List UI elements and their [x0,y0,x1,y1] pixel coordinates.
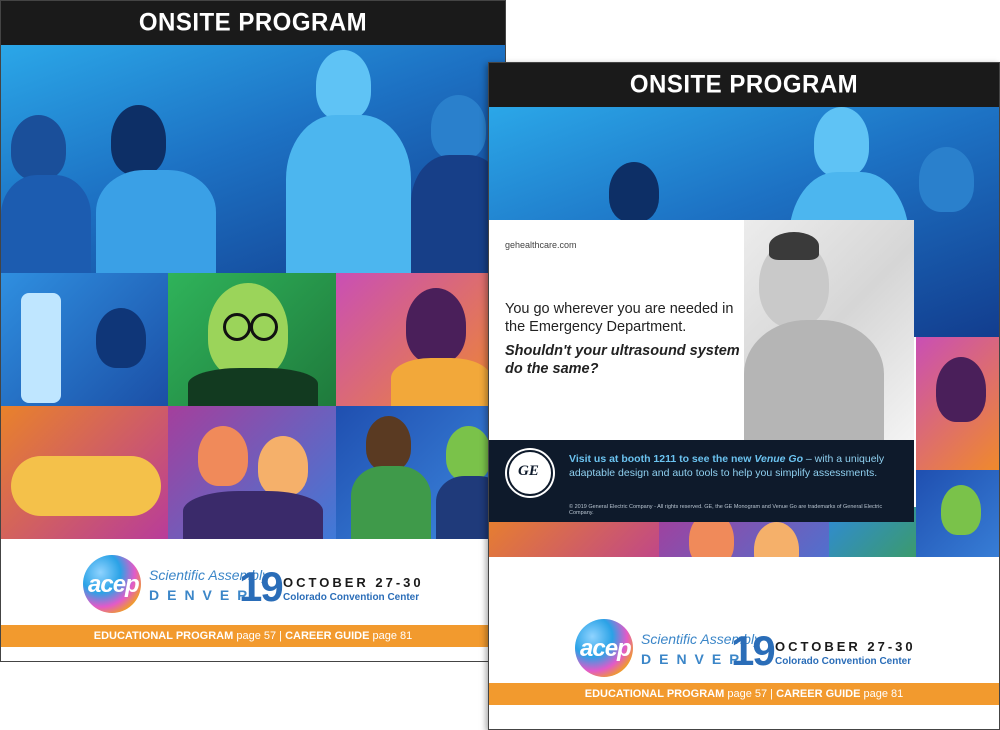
photo-eye-exam [1,273,168,406]
logo-year: 19 [731,627,774,674]
ad-legal-text: © 2019 General Electric Company - All rights reserved. GE, the GE Monogram and Venue Go are trademarks of General Electric Company. [569,504,883,516]
program-cover-back [0,0,506,662]
event-venue: Colorado Convention Center [283,592,420,603]
photo-woman-listening [916,337,999,470]
ad-url[interactable]: gehealthcare.com [505,240,577,250]
logo-scientific-assembly: Scientific Assembly [149,567,270,583]
photo-conference-attendees [1,45,505,273]
photo-collage [1,45,505,539]
cover-footer [489,557,999,730]
event-dates: OCTOBER 27-30 [775,639,916,654]
photo-doctor-glasses [168,273,336,406]
photo-speakers [336,406,505,539]
program-cover-front [488,62,1000,730]
ge-healthcare-ad [489,220,914,522]
event-dates: OCTOBER 27-30 [283,575,424,590]
acep-globe-icon: acep [83,555,141,613]
ad-call-to-action: Visit us at booth 1211 to see the new Venue Go – with a uniquely adaptable design and auto tools to help you simplify assessments. [569,453,885,479]
ad-photo-clinician [744,220,914,440]
logo-scientific-assembly: Scientific Assembly [641,631,762,647]
logo-denver: DENVER [641,651,748,667]
acep-logo [489,613,999,683]
cover-title: ONSITE PROGRAM [489,62,999,108]
program-index-bar: EDUCATIONAL PROGRAM page 57 | CAREER GUIDE page 81 [1,625,505,647]
photo-procedure [1,406,168,539]
program-index-bar: EDUCATIONAL PROGRAM page 57 | CAREER GUIDE page 81 [489,683,999,705]
ad-banner [489,440,914,522]
ad-question: Shouldn't your ultrasound system do the same? [505,343,740,377]
photo-couple-selfie [168,406,336,539]
ge-monogram-icon: GE [507,450,553,496]
cover-footer [1,539,505,662]
acep-logo [1,549,505,619]
logo-year: 19 [239,563,282,610]
event-venue: Colorado Convention Center [775,656,912,667]
photo-woman-listening [336,273,505,406]
ad-headline: You go wherever you are needed in the Emergency Department. [505,301,734,335]
acep-globe-icon: acep [575,619,633,677]
cover-title: ONSITE PROGRAM [1,0,505,46]
logo-denver: DENVER [149,587,256,603]
